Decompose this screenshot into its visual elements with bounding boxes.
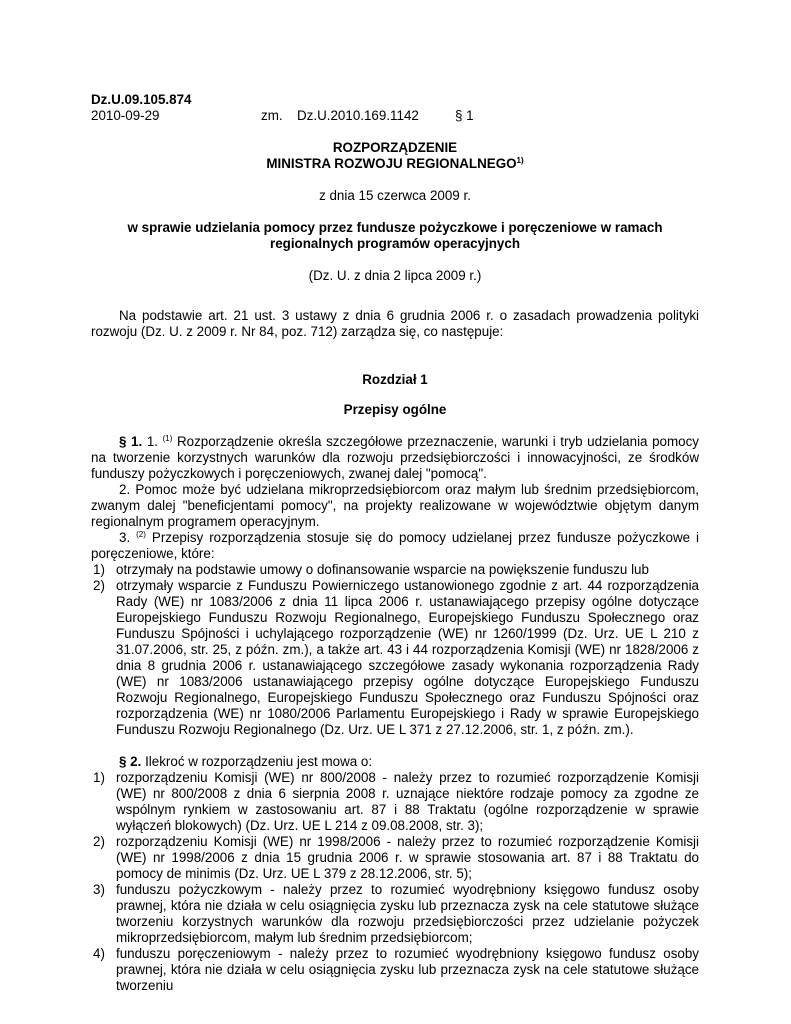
point-3-text: Przepisy rozporządzenia stosuje się do pomocy udzielanej przez fundusze pożyczkowe i poręczeniowe, które: xyxy=(91,530,699,561)
chapter-label: Rozdział 1 xyxy=(362,372,428,387)
list-item-number: 3) xyxy=(93,882,105,897)
point-1-text: Rozporządzenie określa szczegółowe przeznaczenie, warunki i tryb udzielania pomocy na tworzenie korzystnych warunków dla rozwoju przedsiębiorczości i innowacyjności, ze środków funduszy pożyczkowych i poręczeniowych, zwanej dalej "pomocą". xyxy=(91,434,699,481)
list-item-number: 1) xyxy=(93,562,105,577)
preamble: Na podstawie art. 21 ust. 3 ustawy z dnia 6 grudnia 2006 r. o zasadach prowadzenia polityki rozwoju (Dz. U. z 2009 r. Nr 84, poz. 712) zarządza się, co następuje: xyxy=(91,308,699,339)
amendment-row xyxy=(91,108,699,124)
paragraph-1-marker: § 1. xyxy=(119,434,143,449)
list-item-number: 4) xyxy=(93,946,105,961)
paragraph-1-point-3 xyxy=(91,530,699,562)
list-item-number: 2) xyxy=(93,578,105,593)
paragraph-1-list xyxy=(91,562,699,738)
point-2-text: Pomoc może być udzielana mikroprzedsiębiorcom oraz małym lub średnim przedsiębiorcom, zwanym dalej "beneficjentami pomocy", na projekty realizowane w województwie objętym danym regionalnym programem operacyjnym. xyxy=(91,482,699,529)
amendment-reference: Dz.U.2010.169.1142 xyxy=(297,108,419,123)
list-item xyxy=(91,578,699,738)
paragraph-2-intro xyxy=(91,754,699,770)
doc-type-heading: ROZPORZĄDZENIE xyxy=(332,140,458,155)
paragraph-2-marker: § 2. xyxy=(119,754,142,769)
list-item-text: otrzymały na podstawie umowy o dofinansowanie wsparcie na powiększenie funduszu lub xyxy=(116,562,649,577)
issuer-name: MINISTRA ROZWOJU REGIONALNEGO xyxy=(266,156,517,171)
list-item xyxy=(91,882,699,946)
list-item-text: funduszu poręczeniowym - należy przez to rozumieć wyodrębniony księgowo fundusz osoby prawnej, która nie działa w celu osiągnięcia zysku lub przeznacza zysk na cele statutowe służące tworzeniu xyxy=(116,946,699,993)
point-1-number: 1. xyxy=(146,434,158,449)
list-item xyxy=(91,770,699,834)
point-3-footnote: (2) xyxy=(136,530,146,539)
list-item xyxy=(91,946,699,994)
point-3-number: 3. xyxy=(119,530,131,545)
chapter-title: Przepisy ogólne xyxy=(343,402,447,417)
document-page xyxy=(91,92,699,994)
list-item-text: rozporządzeniu Komisji (WE) nr 800/2008 - należy przez to rozumieć rozporządzenie Komisji (WE) nr 800/2008 z dnia 6 sierpnia 2008 r. uznające niektóre rodzaje pomocy za zgodne ze wspólnym rynkiem w zastosowaniu art. 87 i 88 Traktatu (ogólne rozporządzenie w sprawie wyłączeń blokowych) (Dz. Urz. UE L 214 z 09.08.2008, str. 3); xyxy=(116,770,699,833)
paragraph-2-list xyxy=(91,770,699,994)
list-item-text: funduszu pożyczkowym - należy przez to rozumieć wyodrębniony księgowo fundusz osoby prawnej, która nie działa w celu osiągnięcia zysku lub przeznacza zysk na cele statutowe służące tworzeniu korzystnych warunków dla rozwoju przedsiębiorczości przez udzielanie pożyczek mikroprzedsiębiorcom, małym lub średnim przedsiębiorcom; xyxy=(116,882,699,945)
issuer-footnote: 1) xyxy=(516,156,524,165)
list-item-text: rozporządzeniu Komisji (WE) nr 1998/2006 - należy przez to rozumieć rozporządzenie Komisji (WE) nr 1998/2006 z dnia 15 grudnia 2006 r. w sprawie stosowania art. 87 i 88 Traktatu do pomocy de minimis (Dz. Urz. UE L 379 z 28.12.2006, str. 5); xyxy=(116,834,699,881)
list-item-number: 2) xyxy=(93,834,105,849)
list-item xyxy=(91,834,699,882)
amendment-section: § 1 xyxy=(455,108,474,123)
issue-date: z dnia 15 czerwca 2009 r. xyxy=(319,188,471,203)
subject-heading: w sprawie udzielania pomocy przez fundusze pożyczkowe i poręczeniowe w ramach regionalnych programów operacyjnych xyxy=(127,220,663,251)
issuer-heading xyxy=(91,156,699,172)
list-item-number: 1) xyxy=(93,770,105,785)
point-1-footnote: (1) xyxy=(162,434,173,443)
point-2-number: 2. xyxy=(119,482,131,497)
paragraph-1-point-2 xyxy=(91,482,699,530)
publication-reference: (Dz. U. z dnia 2 lipca 2009 r.) xyxy=(308,268,482,283)
list-item-text: otrzymały wsparcie z Funduszu Powierniczego ustanowionego zgodnie z art. 44 rozporządzenia Rady (WE) nr 1083/2006 z dnia 11 lipca 2006 r. ustanawiającego przepisy ogólne dotyczące Europejskiego Funduszu Rozwoju Regionalnego, Europejskiego Funduszu Społecznego oraz Funduszu Spójności i uchylającego rozporządzenie (WE) nr 1260/1999 (Dz. Urz. UE L 210 z 31.07.2006, str. 25, z późn. zm.), a także art. 43 i 44 rozporządzenia Komisji (WE) nr 1828/2006 z dnia 8 grudnia 2006 r. ustanawiającego szczegółowe zasady wykonania rozporządzenia Rady (WE) nr 1083/2006 ustanawiającego przepisy ogólne dotyczące Europejskiego Funduszu Rozwoju Regionalnego, Europejskiego Funduszu Społecznego oraz Funduszu Spójności oraz rozporządzenia (WE) nr 1080/2006 Parlamentu Europejskiego i Rady w sprawie Europejskiego Funduszu Rozwoju Regionalnego (Dz. Urz. UE L 371 z 27.12.2006, str. 1, z późn. zm.). xyxy=(116,578,699,737)
amendment-date: 2010-09-29 xyxy=(91,108,160,123)
document-id: Dz.U.09.105.874 xyxy=(91,92,192,107)
paragraph-1-point-1 xyxy=(91,434,699,482)
list-item xyxy=(91,562,699,578)
paragraph-2-text: Ilekroć w rozporządzeniu jest mowa o: xyxy=(145,754,373,769)
amendment-label: zm. xyxy=(261,108,283,123)
